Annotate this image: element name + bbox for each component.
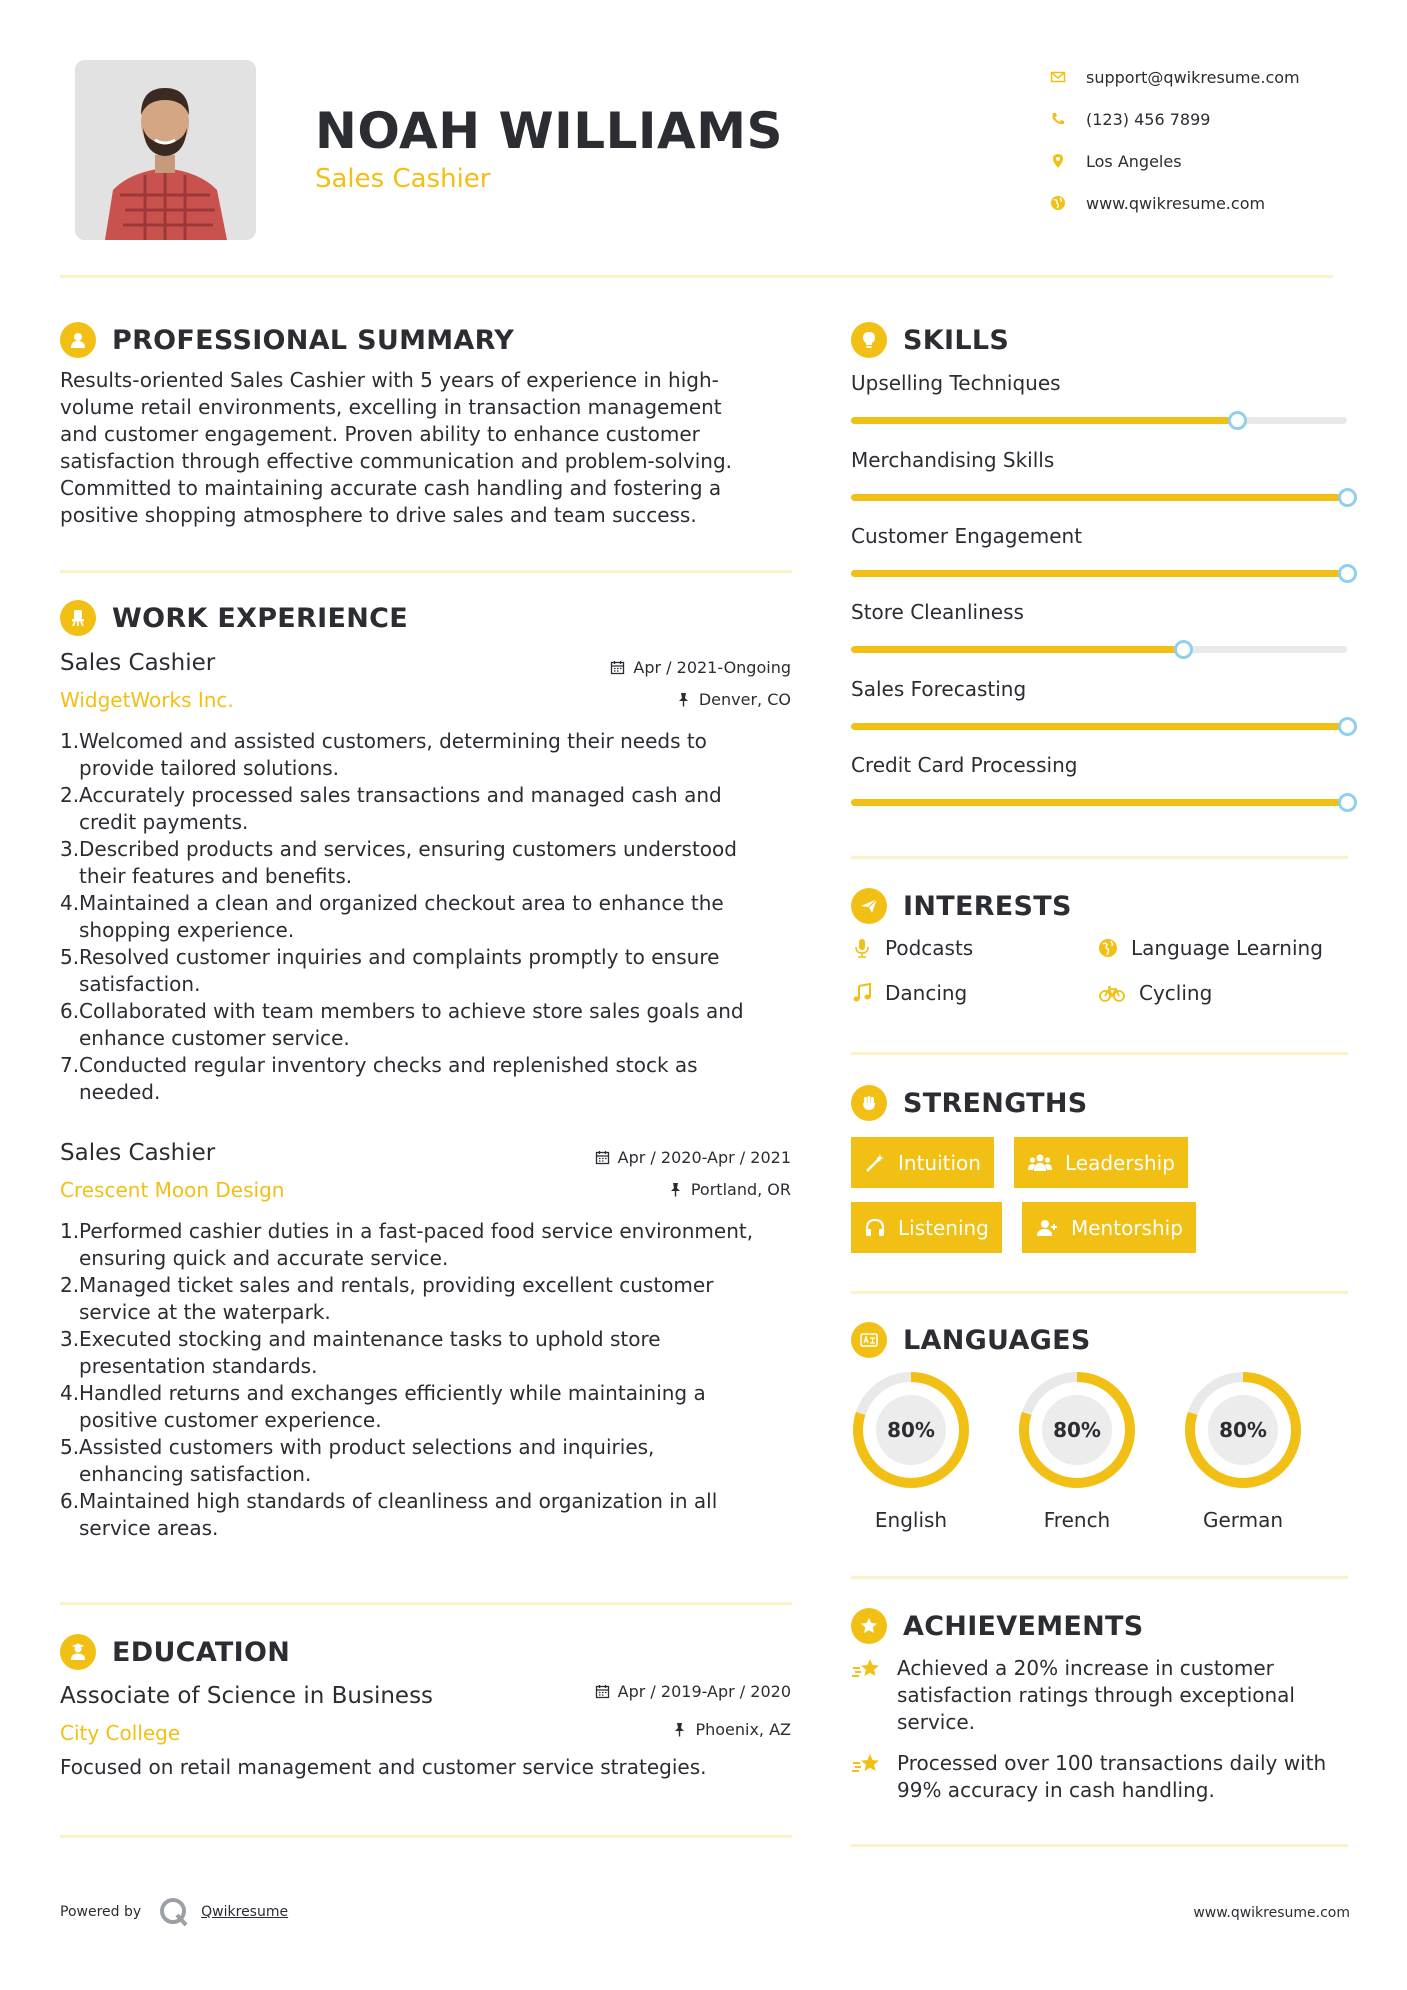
- envelope-icon: [1050, 69, 1086, 85]
- skill-bar: [851, 723, 1347, 730]
- interest-item: [1097, 981, 1212, 1005]
- summary-section-header: [60, 322, 514, 358]
- job-dates-text: Apr / 2020-Apr / 2021: [617, 1148, 791, 1167]
- shooting-star-icon: [851, 1751, 883, 1779]
- achievements-divider: [851, 1844, 1348, 1847]
- education-dates-text: Apr / 2019-Apr / 2020: [617, 1682, 791, 1701]
- language-name: French: [1043, 1508, 1111, 1532]
- language-icon: [851, 1322, 887, 1358]
- experience-section-header: [60, 600, 408, 636]
- skill-bar-knob: [1338, 717, 1357, 736]
- languages-title: LANGUAGES: [903, 1324, 1091, 1356]
- calendar-icon: [610, 660, 625, 675]
- summary-line: Committed to maintaining accurate cash handling and fostering a: [60, 476, 722, 500]
- interests-title: INTERESTS: [903, 890, 1072, 922]
- bicycle-icon: [1097, 982, 1127, 1004]
- strength-tag: [1014, 1137, 1188, 1188]
- skill-bar-knob: [1338, 793, 1357, 812]
- star-badge-icon: [851, 1608, 887, 1644]
- contact-website-text: www.qwikresume.com: [1086, 193, 1266, 213]
- list-item: 3. Executed stocking and maintenance tasks to uphold store presentation standards.: [60, 1327, 661, 1378]
- contact-phone-text: (123) 456 7899: [1086, 109, 1211, 129]
- interest-item: [851, 936, 973, 960]
- education-title: EDUCATION: [112, 1636, 291, 1668]
- skill-bar-fill: [851, 417, 1238, 424]
- achievement-item: [851, 1750, 1361, 1804]
- language-name: German: [1202, 1508, 1284, 1532]
- job-duties: [60, 728, 795, 1106]
- language-item: [1015, 1368, 1139, 1532]
- candidate-role: Sales Cashier: [315, 164, 491, 194]
- powered-by-text: Powered by: [60, 1904, 142, 1920]
- job-company: Crescent Moon Design: [60, 1178, 285, 1202]
- summary-line: Results-oriented Sales Cashier with 5 years of experience in high-: [60, 368, 719, 392]
- languages-divider: [851, 1576, 1348, 1579]
- skill-item: [851, 753, 1351, 806]
- globe-icon: [1097, 937, 1119, 959]
- interest-label: Dancing: [885, 981, 968, 1005]
- qwikresume-link[interactable]: Qwikresume: [201, 1904, 289, 1920]
- skill-bar-knob: [1228, 411, 1247, 430]
- skill-bar-fill: [851, 570, 1347, 577]
- qwikresume-logo-icon: [157, 1895, 191, 1929]
- job-dates: [500, 658, 791, 677]
- language-item: [849, 1368, 973, 1532]
- summary-line: satisfaction through effective communication and problem-solving.: [60, 449, 732, 473]
- headphones-icon: [864, 1217, 886, 1239]
- interest-item: [1097, 936, 1323, 960]
- list-item: 5. Assisted customers with product selections and inquiries, enhancing satisfaction.: [60, 1435, 655, 1486]
- fist-icon: [851, 1085, 887, 1121]
- user-icon: [60, 322, 96, 358]
- footer-powered-by: [60, 1895, 288, 1929]
- microphone-icon: [851, 937, 873, 959]
- contact-phone[interactable]: [1050, 98, 1380, 140]
- summary-line: positive shopping atmosphere to drive sales and team success.: [60, 503, 697, 527]
- skill-item: [851, 600, 1351, 653]
- summary-divider: [60, 570, 792, 573]
- list-item: 3. Described products and services, ensuring customers understood their features and benefits.: [60, 837, 737, 888]
- achievements-section-header: [851, 1608, 1144, 1644]
- skill-label: Customer Engagement: [851, 524, 1083, 548]
- experience-title: WORK EXPERIENCE: [112, 602, 408, 634]
- skill-item: [851, 524, 1351, 577]
- strength-label: Mentorship: [1071, 1215, 1183, 1240]
- pushpin-icon: [672, 1722, 687, 1737]
- job-company: WidgetWorks Inc.: [60, 688, 234, 712]
- education-description: Focused on retail management and customer service strategies.: [60, 1755, 707, 1779]
- contact-website[interactable]: [1050, 182, 1380, 224]
- degree-title: Associate of Science in Business: [60, 1683, 434, 1709]
- list-item: 4. Maintained a clean and organized checkout area to enhance the shopping experience.: [60, 891, 724, 942]
- skill-item: [851, 677, 1351, 730]
- achievement-text: Achieved a 20% increase in customer satisfaction ratings through exceptional service.: [897, 1656, 1295, 1734]
- skills-section-header: [851, 322, 1009, 358]
- interests-divider: [851, 1052, 1348, 1055]
- strength-tag: [851, 1202, 1002, 1253]
- skill-label: Credit Card Processing: [851, 753, 1078, 777]
- person-photo-icon: [75, 60, 256, 240]
- users-icon: [1027, 1152, 1053, 1174]
- language-percent: 80%: [1219, 1418, 1267, 1442]
- contact-email-text: support@qwikresume.com: [1086, 67, 1300, 87]
- job-location-text: Denver, CO: [698, 690, 791, 709]
- education-location: [500, 1720, 791, 1739]
- chair-icon: [60, 600, 96, 636]
- strength-label: Listening: [898, 1215, 989, 1240]
- list-item: 4. Handled returns and exchanges efficiently while maintaining a positive customer experience.: [60, 1381, 706, 1432]
- list-item: 2. Managed ticket sales and rentals, providing excellent customer service at the waterpark.: [60, 1273, 714, 1324]
- globe-icon: [1050, 195, 1086, 211]
- interests-section-header: [851, 888, 1072, 924]
- shooting-star-icon: [851, 1656, 883, 1684]
- strengths-divider: [851, 1291, 1348, 1294]
- list-item: 5. Resolved customer inquiries and complaints promptly to ensure satisfaction.: [60, 945, 720, 996]
- education-dates: [500, 1682, 791, 1701]
- paper-plane-icon: [851, 888, 887, 924]
- contact-info: [1050, 56, 1380, 224]
- skill-bar-knob: [1338, 564, 1357, 583]
- user-plus-icon: [1035, 1217, 1059, 1239]
- language-percent: 80%: [1053, 1418, 1101, 1442]
- job-location: [500, 690, 791, 709]
- languages-section-header: [851, 1322, 1091, 1358]
- skills-title: SKILLS: [903, 324, 1010, 356]
- skill-label: Sales Forecasting: [851, 677, 1027, 701]
- skill-label: Upselling Techniques: [851, 371, 1061, 395]
- list-item: 1. Performed cashier duties in a fast-paced food service environment, ensuring quick and accurate service.: [60, 1219, 754, 1270]
- education-divider: [60, 1835, 792, 1838]
- header-divider: [60, 275, 1333, 278]
- skill-bar: [851, 799, 1347, 806]
- skill-bar-knob: [1338, 488, 1357, 507]
- skill-item: [851, 371, 1351, 424]
- strength-label: Intuition: [898, 1150, 981, 1175]
- summary-line: and customer engagement. Proven ability to enhance customer: [60, 422, 700, 446]
- strengths-section-header: [851, 1085, 1088, 1121]
- list-item: 6. Collaborated with team members to achieve store sales goals and enhance customer service.: [60, 999, 744, 1050]
- interest-label: Cycling: [1139, 981, 1213, 1005]
- job-dates: [500, 1148, 791, 1167]
- skill-bar-knob: [1174, 640, 1193, 659]
- candidate-name: NOAH WILLIAMS: [315, 102, 783, 160]
- calendar-icon: [595, 1684, 610, 1699]
- skill-bar-fill: [851, 799, 1347, 806]
- skill-bar: [851, 570, 1347, 577]
- contact-email[interactable]: [1050, 56, 1380, 98]
- calendar-icon: [595, 1150, 610, 1165]
- school-name: City College: [60, 1721, 181, 1745]
- job-location-text: Portland, OR: [690, 1180, 791, 1199]
- strength-tag: [851, 1137, 994, 1188]
- job-duties: [60, 1218, 800, 1542]
- magic-wand-icon: [864, 1152, 886, 1174]
- list-item: 6. Maintained high standards of cleanliness and organization in all service areas.: [60, 1489, 718, 1540]
- interest-label: Language Learning: [1131, 936, 1323, 960]
- strength-label: Leadership: [1065, 1150, 1175, 1175]
- map-pin-icon: [1050, 153, 1086, 169]
- interest-label: Podcasts: [885, 936, 974, 960]
- pushpin-icon: [668, 1182, 683, 1197]
- graduation-icon: [60, 1634, 96, 1670]
- lightbulb-icon: [851, 322, 887, 358]
- education-section-header: [60, 1634, 290, 1670]
- achievements-title: ACHIEVEMENTS: [903, 1610, 1144, 1642]
- skills-divider: [851, 856, 1348, 859]
- skill-bar: [851, 646, 1347, 653]
- footer-website[interactable]: www.qwikresume.com: [1193, 1905, 1350, 1921]
- summary-text: [60, 367, 790, 529]
- skill-label: Store Cleanliness: [851, 600, 1024, 624]
- phone-icon: [1050, 111, 1086, 127]
- summary-title: PROFESSIONAL SUMMARY: [112, 324, 515, 356]
- list-item: 1. Welcomed and assisted customers, determining their needs to provide tailored solutions.: [60, 729, 707, 780]
- contact-location-text: Los Angeles: [1086, 151, 1182, 171]
- job-location: [500, 1180, 791, 1199]
- music-icon: [851, 982, 873, 1004]
- list-item: 7. Conducted regular inventory checks and replenished stock as needed.: [60, 1053, 698, 1104]
- achievement-text: Processed over 100 transactions daily with 99% accuracy in cash handling.: [897, 1751, 1327, 1802]
- job-title: Sales Cashier: [60, 650, 216, 676]
- skill-bar: [851, 494, 1347, 501]
- language-item: [1181, 1368, 1305, 1532]
- skill-item: [851, 448, 1351, 501]
- summary-line: volume retail environments, excelling in transaction management: [60, 395, 722, 419]
- experience-divider: [60, 1602, 792, 1605]
- language-percent: 80%: [887, 1418, 935, 1442]
- profile-photo: [75, 60, 256, 240]
- skill-bar: [851, 417, 1347, 424]
- pushpin-icon: [676, 692, 691, 707]
- strengths-title: STRENGTHS: [903, 1087, 1088, 1119]
- skill-bar-fill: [851, 646, 1183, 653]
- language-name: English: [874, 1508, 948, 1532]
- skill-bar-fill: [851, 494, 1347, 501]
- achievement-item: [851, 1655, 1361, 1736]
- interest-item: [851, 981, 967, 1005]
- job-dates-text: Apr / 2021-Ongoing: [633, 658, 791, 677]
- job-title: Sales Cashier: [60, 1140, 216, 1166]
- education-location-text: Phoenix, AZ: [695, 1720, 791, 1739]
- strength-tag: [1022, 1202, 1196, 1253]
- list-item: 2. Accurately processed sales transactions and managed cash and credit payments.: [60, 783, 722, 834]
- contact-location: [1050, 140, 1380, 182]
- skill-label: Merchandising Skills: [851, 448, 1055, 472]
- skill-bar-fill: [851, 723, 1347, 730]
